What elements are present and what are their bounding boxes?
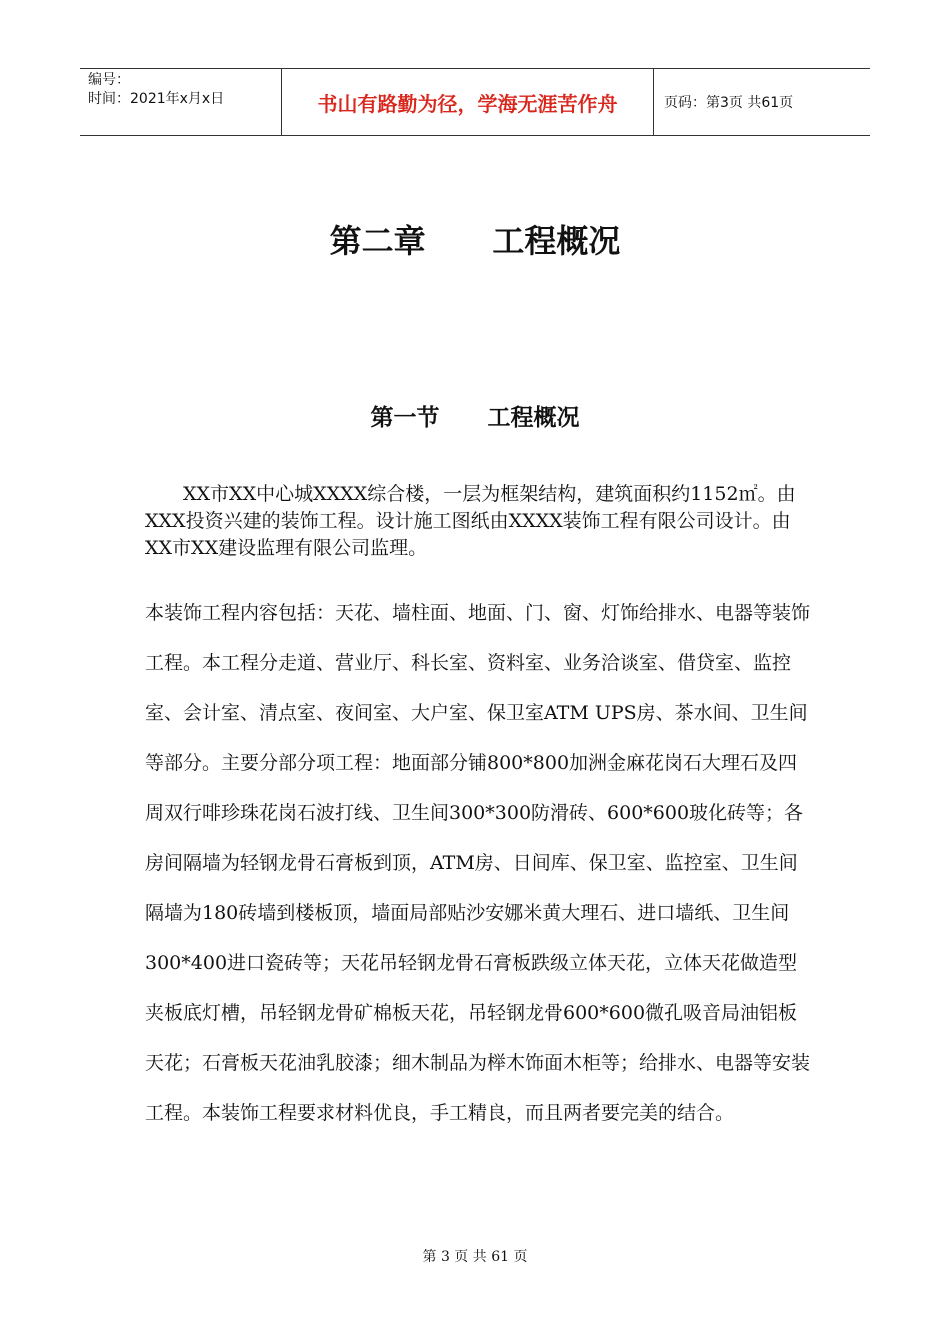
scope-paragraph: 本装饰工程内容包括：天花、墙柱面、地面、门、窗、灯饰给排水、电器等装饰工程。本工程分走道、营业厅、科长室、资料室、业务洽谈室、借贷室、监控室、会计室、清点室、夜间室、大户室、保卫室ATM UPS房、茶水间、卫生间等部分。主要分部分项工程：地面部分铺800*800加洲金麻花岗石大理石及四周双行啡珍珠花岗石波打线、卫生间300*300防滑砖、600*600玻化砖等；各房间隔墙为轻钢龙骨石膏板到顶，ATM房、日间库、保卫室、监控室、卫生间隔墙为180砖墙到楼板顶，墙面局部贴沙安娜米黄大理石、进口墙纸、卫生间300*400进口瓷砖等；天花吊轻钢龙骨石膏板跌级立体天花，立体天花做造型夹板底灯槽，吊轻钢龙骨矿棉板天花，吊轻钢龙骨600*600微孔吸音局油铝板天花；石膏板天花油乳胶漆；细木制品为榉木饰面木柜等；给排水、电器等安装工程。本装饰工程要求材料优良，手工精良，而且两者要完美的结合。 — [145, 602, 811, 1124]
chapter-title: 第二章 工程概况 — [329, 222, 621, 260]
header-page-info: 页码：第3页 共61页 — [664, 95, 794, 111]
page-footer: 第 3 页 共 61 页 — [422, 1249, 528, 1265]
section-title: 第一节 工程概况 — [370, 405, 580, 431]
document-number-label: 编号： — [88, 72, 130, 88]
document-date: 时间：2021年x月x日 — [88, 91, 225, 107]
header-motto: 书山有路勤为径，学海无涯苦作舟 — [281, 69, 654, 135]
page-header — [80, 68, 870, 136]
overview-paragraph: XX市XX中心城XXXX综合楼，一层为框架结构，建筑面积约1152㎡。由XXX投资兴建的装饰工程。设计施工图纸由XXXX装饰工程有限公司设计。由XX市XX建设监理有限公司监理。 — [145, 483, 796, 559]
header-meta — [80, 69, 281, 135]
